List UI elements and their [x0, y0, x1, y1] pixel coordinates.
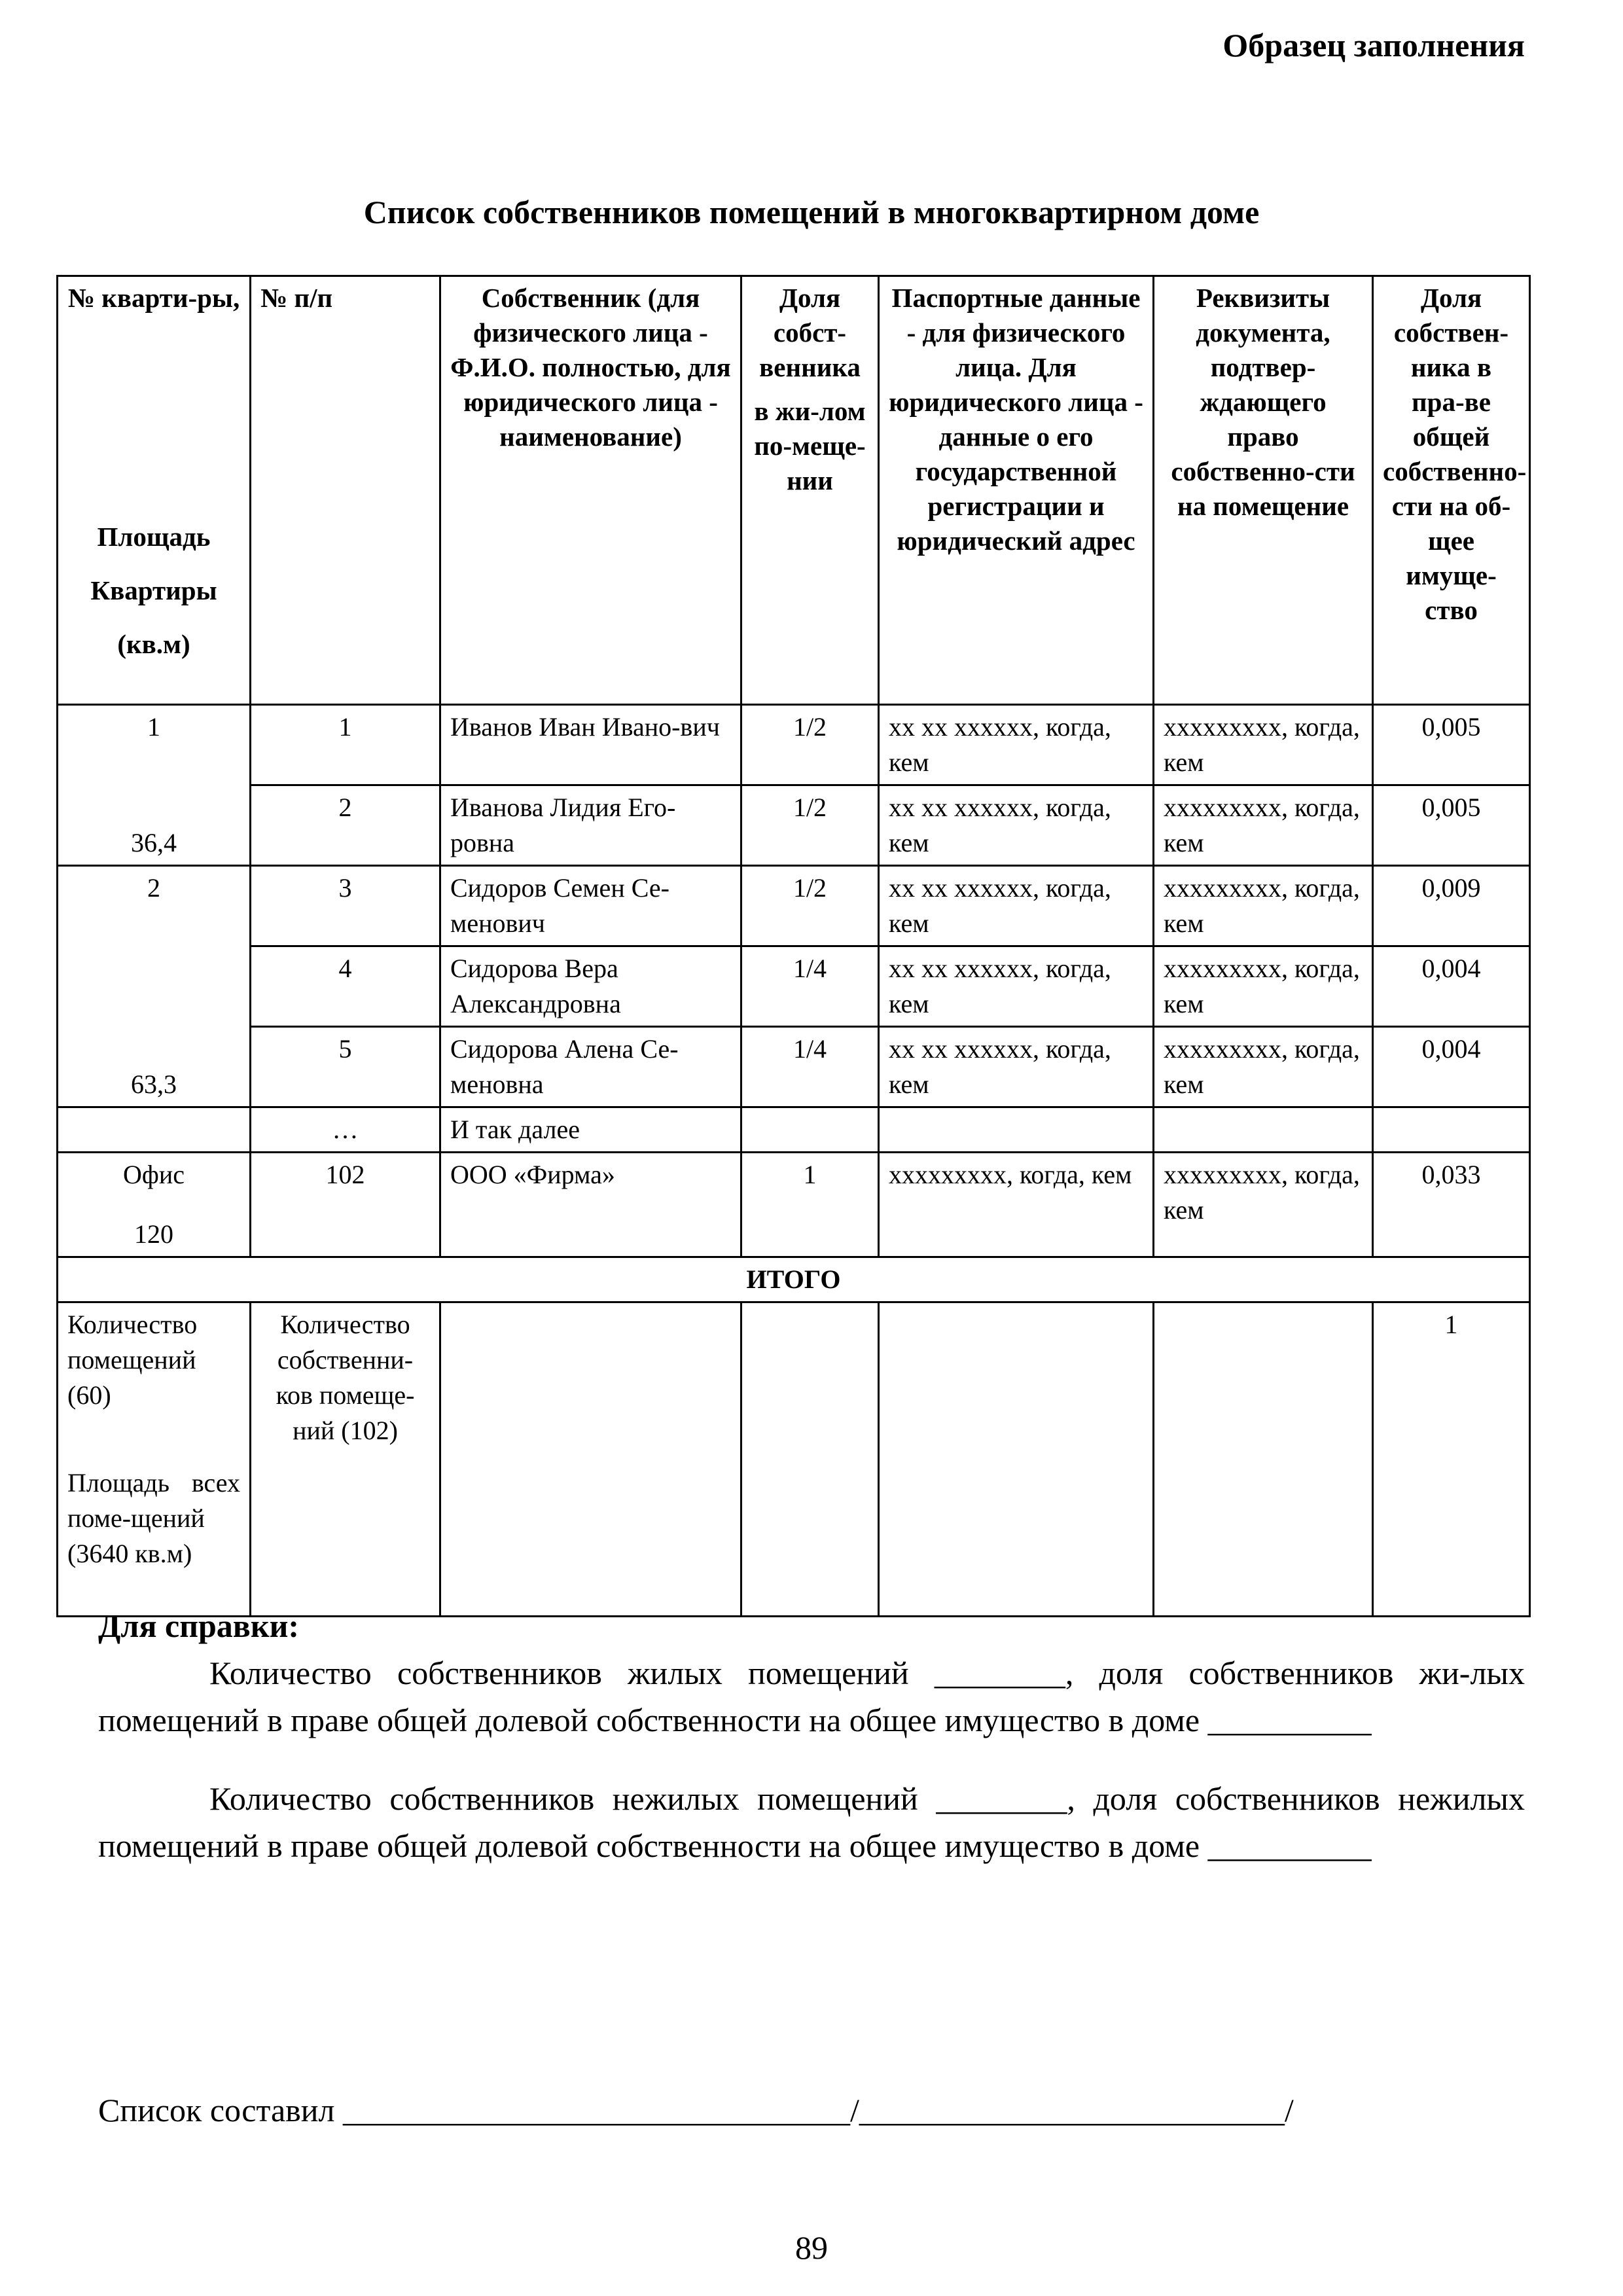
owner-share: 1/4: [741, 946, 879, 1027]
owner-share: 1/2: [741, 705, 879, 785]
total-rooms-count: Количество помещений (60): [67, 1310, 198, 1410]
header-apartment: [58, 276, 251, 705]
sample-label: Образец заполнения: [1222, 27, 1525, 63]
total-label-row: [58, 1257, 1530, 1302]
common-share: 0,004: [1373, 1027, 1530, 1107]
owner-name: Сидорова Вера Александровна: [440, 946, 741, 1027]
owner-share: 1/2: [741, 785, 879, 866]
apartment-area: 63,3: [131, 1069, 177, 1099]
reference-nonresidential-text: Количество собственников нежилых помещений ________, доля собственников нежилых помещений в праве общей долевой собственности на общее имущество в доме __________: [98, 1780, 1525, 1864]
row-number: 5: [251, 1027, 440, 1107]
total-label: ИТОГО: [58, 1257, 1530, 1302]
header-apt-area: Площадь Квартиры (кв.м): [90, 522, 217, 659]
owner-name: Иванов Иван Ивано-вич: [440, 705, 741, 785]
totals-row: [58, 1302, 1530, 1617]
table-row: [58, 946, 1530, 1027]
table-header-row: [58, 276, 1530, 705]
passport-data: ххххххххх, когда, кем: [879, 1153, 1154, 1257]
empty-cell: [1154, 1107, 1373, 1153]
reference-residential: [98, 1649, 1525, 1744]
owners-table: [56, 275, 1531, 1617]
document-details: ххххххххх, когда, кем: [1154, 785, 1373, 866]
row-number: 4: [251, 946, 440, 1027]
empty-cell: [741, 1302, 879, 1617]
owner-name: ООО «Фирма»: [440, 1153, 741, 1257]
document-details: ххххххххх, когда, кем: [1154, 1027, 1373, 1107]
row-number: 1: [251, 705, 440, 785]
apartment-cell: [58, 1153, 251, 1257]
header-share: [741, 276, 879, 705]
header-document: Реквизиты документа, подтвер-ждающего право собственно-сти на помещение: [1154, 276, 1373, 705]
row-number: …: [251, 1107, 440, 1153]
header-owner: Собственник (для физического лица - Ф.И.О. полностью, для юридического лица - наименование): [440, 276, 741, 705]
table-row: [58, 866, 1530, 946]
empty-cell: [879, 1302, 1154, 1617]
total-owners-count: Количество собственни-ков помеще-ний (102): [251, 1302, 440, 1617]
passport-data: хх хх хххххх, когда, кем: [879, 946, 1154, 1027]
table-row: [58, 1107, 1530, 1153]
owner-name: Сидоров Семен Се-менович: [440, 866, 741, 946]
signature-line: Список составил _______________________________/__________________________/: [98, 2092, 1294, 2128]
common-share: 0,009: [1373, 866, 1530, 946]
total-common-share: 1: [1373, 1302, 1530, 1617]
reference-residential-text: Количество собственников жилых помещений ________, доля собственников жи-лых помещений в праве общей долевой собственности на общее имущество в доме __________: [98, 1655, 1525, 1738]
row-number: 3: [251, 866, 440, 946]
reference-nonresidential: [98, 1775, 1525, 1869]
document-details: ххххххххх, когда, кем: [1154, 705, 1373, 785]
total-area: Площадь всех поме-щений (3640 кв.м): [67, 1468, 240, 1568]
common-share: 0,004: [1373, 946, 1530, 1027]
header-share-top: Доля собст-венника: [759, 283, 861, 382]
header-common-share: Доля собствен-ника в пра-ве общей собственно-сти на об-щее имуще-ство: [1373, 276, 1530, 705]
row-number: 102: [251, 1153, 440, 1257]
common-share: 0,005: [1373, 705, 1530, 785]
apartment-number: 1: [147, 712, 160, 742]
owner-name: И так далее: [440, 1107, 741, 1153]
empty-cell: [1373, 1107, 1530, 1153]
empty-cell: [741, 1107, 879, 1153]
document-title: Список собственников помещений в многоквартирном доме: [363, 194, 1260, 230]
owner-name: Сидорова Алена Се-меновна: [440, 1027, 741, 1107]
table-row: [58, 705, 1530, 785]
apartment-number: 2: [147, 873, 160, 903]
page-number: 89: [795, 2229, 828, 2266]
document-details: ххххххххх, когда, кем: [1154, 1153, 1373, 1257]
apartment-cell: [58, 705, 251, 866]
totals-rooms-cell: [58, 1302, 251, 1617]
header-pp-number: № п/п: [251, 276, 440, 705]
document-details: ххххххххх, когда, кем: [1154, 946, 1373, 1027]
passport-data: хх хх хххххх, когда, кем: [879, 866, 1154, 946]
apartment-area: 120: [134, 1219, 173, 1249]
owner-share: 1/4: [741, 1027, 879, 1107]
table-row: [58, 1027, 1530, 1107]
apartment-cell: [58, 866, 251, 1107]
owner-share: 1: [741, 1153, 879, 1257]
empty-cell: [440, 1302, 741, 1617]
document-details: ххххххххх, когда, кем: [1154, 866, 1373, 946]
reference-heading: Для справки:: [98, 1607, 300, 1644]
owner-share: 1/2: [741, 866, 879, 946]
empty-cell: [58, 1107, 251, 1153]
empty-cell: [879, 1107, 1154, 1153]
passport-data: хх хх хххххх, когда, кем: [879, 1027, 1154, 1107]
owner-name: Иванова Лидия Его-ровна: [440, 785, 741, 866]
apartment-number: Офис: [123, 1160, 185, 1189]
apartment-area: 36,4: [131, 828, 177, 857]
header-passport: Паспортные данные - для физического лица. Для юридического лица - данные о его государственной регистрации и юридический адрес: [879, 276, 1154, 705]
common-share: 0,033: [1373, 1153, 1530, 1257]
passport-data: хх хх хххххх, когда, кем: [879, 705, 1154, 785]
header-share-bottom: в жи-лом по-меще-нии: [754, 396, 866, 495]
table-row: [58, 1153, 1530, 1257]
passport-data: хх хх хххххх, когда, кем: [879, 785, 1154, 866]
empty-cell: [1154, 1302, 1373, 1617]
table-row: [58, 785, 1530, 866]
row-number: 2: [251, 785, 440, 866]
common-share: 0,005: [1373, 785, 1530, 866]
header-apt-number: № кварти-ры,: [67, 283, 240, 313]
